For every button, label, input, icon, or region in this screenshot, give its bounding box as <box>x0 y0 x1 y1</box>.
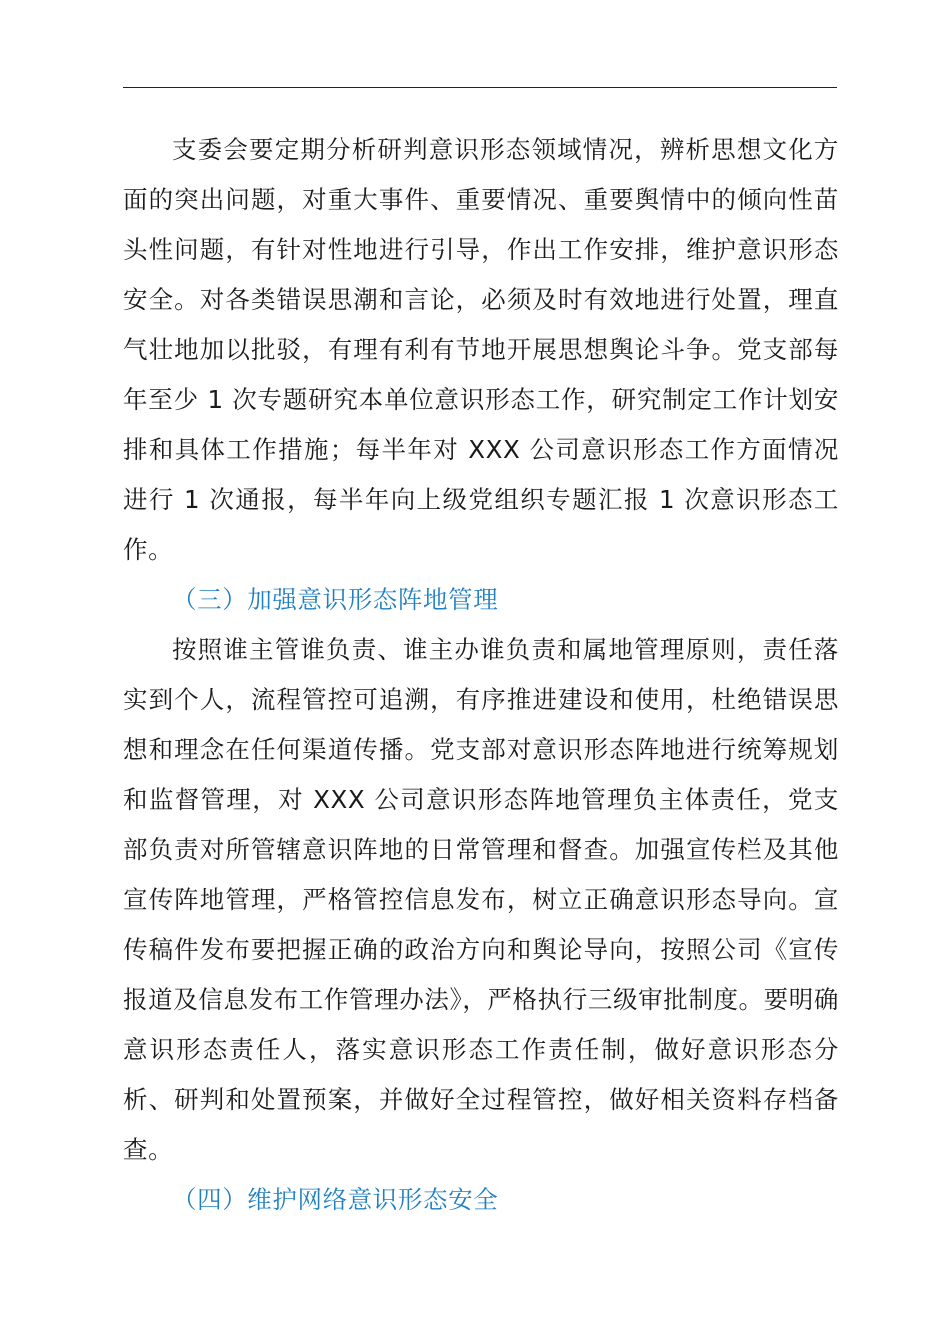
paragraph-position-management: 按照谁主管谁负责、谁主办谁负责和属地管理原则，责任落实到个人，流程管控可追溯，有序推进建设和使用，杜绝错误思想和理念在任何渠道传播。党支部对意识形态阵地进行统筹规划和监督管理，对 XXX 公司意识形态阵地管理负主体责任，党支部负责对所管辖意识阵地的日常管理和督查。加强宣传栏及其他宣传阵地管理，严格管控信息发布，树立正确意识形态导向。宣传稿件发布要把握正确的政治方向和舆论导向，按照公司《宣传报道及信息发布工作管理办法》，严格执行三级审批制度。要明确意识形态责任人，落实意识形态工作责任制，做好意识形态分析、研判和处置预案，并做好全过程管控，做好相关资料存档备查。 <box>123 635 839 1164</box>
section-heading-4: （四）维护网络意识形态安全 <box>172 1185 499 1214</box>
section-heading-3: （三）加强意识形态阵地管理 <box>172 585 499 614</box>
document-body <box>123 125 839 1225</box>
paragraph-ideology-analysis: 支委会要定期分析研判意识形态领域情况，辨析思想文化方面的突出问题，对重大事件、重要情况、重要舆情中的倾向性苗头性问题，有针对性地进行引导，作出工作安排，维护意识形态安全。对各类错误思潮和言论，必须及时有效地进行处置，理直气壮地加以批驳，有理有利有节地开展思想舆论斗争。党支部每年至少 1 次专题研究本单位意识形态工作，研究制定工作计划安排和具体工作措施；每半年对 XXX 公司意识形态工作方面情况进行 1 次通报，每半年向上级党组织专题汇报 1 次意识形态工作。 <box>123 135 839 564</box>
header-rule <box>123 87 837 88</box>
